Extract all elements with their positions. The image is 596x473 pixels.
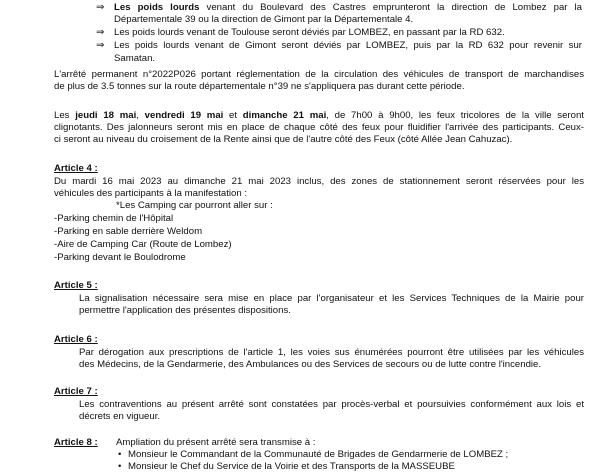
bullet-icon: • xyxy=(118,449,122,460)
article-4-title: Article 4 : xyxy=(54,163,98,174)
paragraph-line: Les jeudi 18 mai, vendredi 19 mai et dimanche 21 mai, de 7h00 à 9h00, les feux tricolores de la ville seront xyxy=(54,110,584,121)
bullet-line: Départementale 39 ou la direction de Gimont par la Départementale 4. xyxy=(114,14,414,25)
arrow-icon: ⇒ xyxy=(96,2,105,13)
paragraph-line: Les contraventions au présent arrêté sont constatées par procès-verbal et poursuivies conformément aux lois et xyxy=(79,399,584,410)
paragraph-line: véhicules des participants à la manifestation : xyxy=(54,188,248,199)
paragraph-line: décrets en vigueur. xyxy=(79,411,161,422)
list-item: -Parking chemin de l'Hôpital xyxy=(54,213,174,224)
article-6-title: Article 6 : xyxy=(54,334,98,345)
article-5-title: Article 5 : xyxy=(54,280,98,291)
bullet-line: Les poids lourds venant de Gimont seront déviés par LOMBEZ, puis par la RD 632 pour revenir sur xyxy=(114,40,582,51)
list-item: Monsieur le Commandant de la Communauté de Brigades de Gendarmerie de LOMBEZ ; xyxy=(128,449,509,460)
paragraph-line: Du mardi 16 mai 2023 au dimanche 21 mai 2023 inclus, des zones de stationnement seront réservées pour les xyxy=(54,176,584,187)
arrow-icon: ⇒ xyxy=(96,40,105,51)
article-8-title: Article 8 : xyxy=(54,437,98,448)
list-item: -Parking en sable derrière Weldom xyxy=(54,226,203,237)
bullet-line: Les poids lourds venant de Toulouse seront déviés par LOMBEZ, en passant par la RD 632. xyxy=(114,27,505,38)
paragraph-line: La signalisation nécessaire sera mise en place par l'organisateur et les Services Techniques de la Mairie pour xyxy=(79,293,584,304)
paragraph-line: Par dérogation aux prescriptions de l'article 1, les voies sus énumérées pourront être utilisées par les véhicules xyxy=(79,347,584,358)
article-7-title: Article 7 : xyxy=(54,386,98,397)
list-item: Monsieur le Chef du Service de la Voirie et des Transports de la MASSEUBE xyxy=(128,461,455,472)
arrow-icon: ⇒ xyxy=(96,27,105,38)
bullet-line: Samatan. xyxy=(114,53,156,64)
paragraph-line: ci seront au niveau du croisement de la Rente ainsi que de l'autre côté des Feux (côté Allée Jean Cahuzac). xyxy=(54,134,513,145)
bullet-icon: • xyxy=(118,461,122,472)
list-item: -Aire de Camping Car (Route de Lombez) xyxy=(54,239,232,250)
paragraph-line: Ampliation du présent arrêté sera transmise à : xyxy=(116,437,316,448)
paragraph-line: clignotants. Des jalonneurs seront mis en place de chaque côté des feux pour fluidifier l'arrivée des participants. Ceux- xyxy=(54,122,584,133)
paragraph-line: L'arrêté permanent n°2022P026 portant réglementation de la circulation des véhicules de transport de marchandises xyxy=(54,69,584,80)
list-item: -Parking devant le Boulodrome xyxy=(54,252,186,263)
paragraph-line: des Médecins, de la Gendarmerie, des Ambulances ou des Services de secours ou de lutte contre l'incendie. xyxy=(79,359,542,370)
paragraph-line: permettre l'application des présentes dispositions. xyxy=(79,305,291,316)
bullet-line: Les poids lourds venant du Boulevard des Castres emprunteront la direction de Lombez par la xyxy=(114,2,583,13)
camping-heading: *Les Camping car pourront aller sur : xyxy=(116,200,273,211)
paragraph-line: de plus de 3.5 tonnes sur la route départementale n°39 ne s'appliquera pas durant cette période. xyxy=(54,81,465,92)
